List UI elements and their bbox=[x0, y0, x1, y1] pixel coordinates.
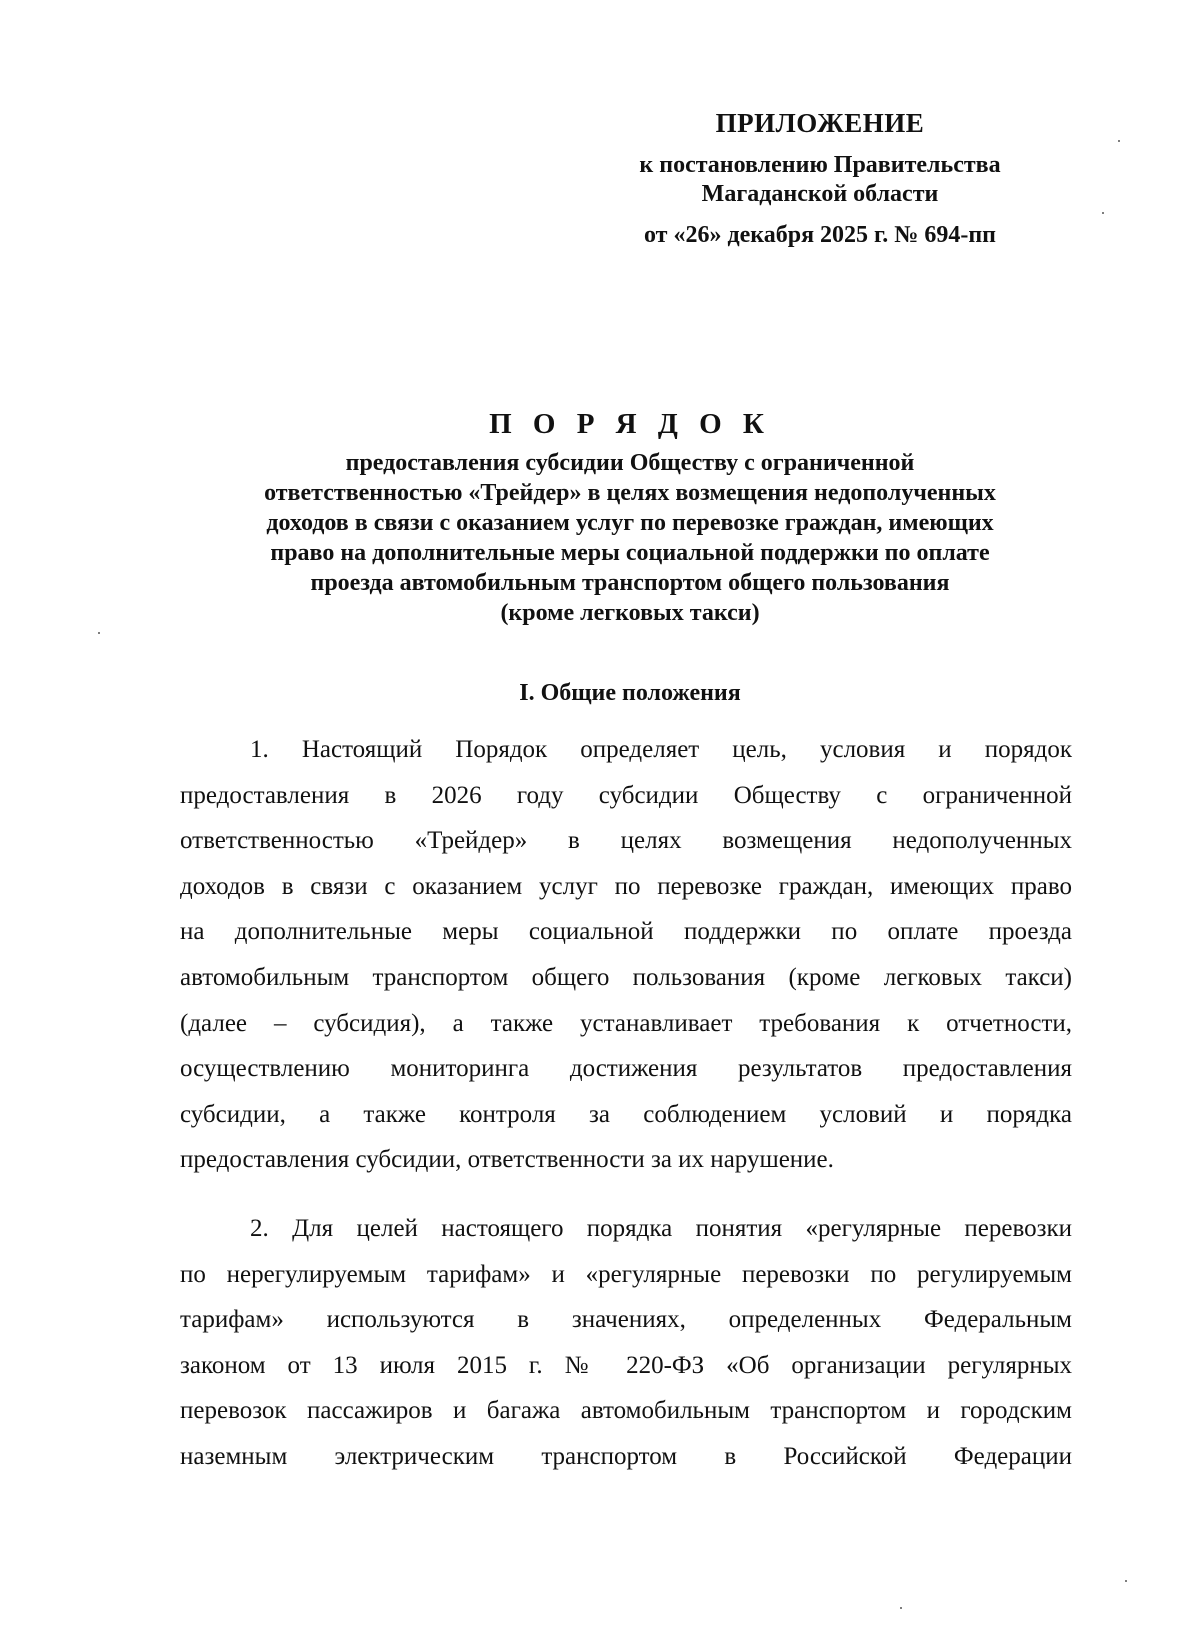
paragraph-line: на дополнительные меры социальной поддержки по оплате проезда bbox=[180, 918, 1072, 946]
subtitle-line: ответственностью «Трейдер» в целях возмещения недополученных bbox=[264, 480, 996, 506]
paragraph-line: субсидии, а также контроля за соблюдением условий и порядка bbox=[180, 1100, 1072, 1128]
paragraph-line: тарифам» используются в значениях, определенных Федеральным bbox=[180, 1306, 1072, 1334]
document-subtitle bbox=[180, 448, 1080, 628]
paragraph-line: автомобильным транспортом общего пользования (кроме легковых такси) bbox=[180, 963, 1072, 991]
paragraph-line: законом от 13 июля 2015 г. № 220-ФЗ «Об организации регулярных bbox=[180, 1351, 1072, 1379]
subtitle-line: предоставления субсидии Обществу с ограниченной bbox=[345, 450, 915, 476]
scan-speck bbox=[98, 632, 100, 634]
appendix-title: ПРИЛОЖЕНИЕ bbox=[715, 108, 925, 138]
appendix-region-line: Магаданской области bbox=[701, 181, 939, 207]
appendix-date-line: от «26» декабря 2025 г. № 694-пп bbox=[643, 222, 997, 248]
paragraph-line: по нерегулируемым тарифам» и «регулярные перевозки по регулируемым bbox=[180, 1260, 1072, 1288]
section-heading: I. Общие положения bbox=[519, 680, 741, 706]
appendix-reference-line: к постановлению Правительства bbox=[639, 152, 1001, 178]
document-title: П О Р Я Д О К bbox=[489, 408, 771, 440]
scan-speck bbox=[1102, 212, 1104, 214]
scan-speck bbox=[900, 1607, 902, 1609]
paragraph-line: 2. Для целей настоящего порядка понятия «регулярные перевозки bbox=[250, 1215, 1072, 1242]
paragraph-line: ответственностью «Трейдер» в целях возмещения недополученных bbox=[180, 827, 1072, 855]
paragraph-line: предоставления в 2026 году субсидии Обществу с ограниченной bbox=[180, 781, 1072, 809]
paragraph-2 bbox=[180, 1206, 1072, 1480]
paragraph-line: наземным электрическим транспортом в Российской Федерации bbox=[180, 1442, 1072, 1470]
scan-speck bbox=[1125, 1580, 1127, 1582]
scan-speck bbox=[1118, 140, 1120, 142]
subtitle-line: доходов в связи с оказанием услуг по перевозке граждан, имеющих bbox=[266, 510, 994, 536]
paragraph-line: (далее – субсидия), а также устанавливает требования к отчетности, bbox=[180, 1009, 1072, 1037]
paragraph-line: доходов в связи с оказанием услуг по перевозке граждан, имеющих право bbox=[180, 872, 1072, 900]
paragraph-line: перевозок пассажиров и багажа автомобильным транспортом и городским bbox=[180, 1397, 1072, 1425]
paragraph-line: осуществлению мониторинга достижения результатов предоставления bbox=[180, 1055, 1072, 1083]
paragraph-line: предоставления субсидии, ответственности за их нарушение. bbox=[180, 1146, 834, 1174]
subtitle-line: проезда автомобильным транспортом общего пользования bbox=[310, 570, 950, 596]
subtitle-line: (кроме легковых такси) bbox=[500, 600, 760, 626]
subtitle-line: право на дополнительные меры социальной поддержки по оплате bbox=[270, 540, 990, 566]
paragraph-1 bbox=[180, 727, 1072, 1183]
paragraph-line: 1. Настоящий Порядок определяет цель, условия и порядок bbox=[250, 736, 1072, 763]
